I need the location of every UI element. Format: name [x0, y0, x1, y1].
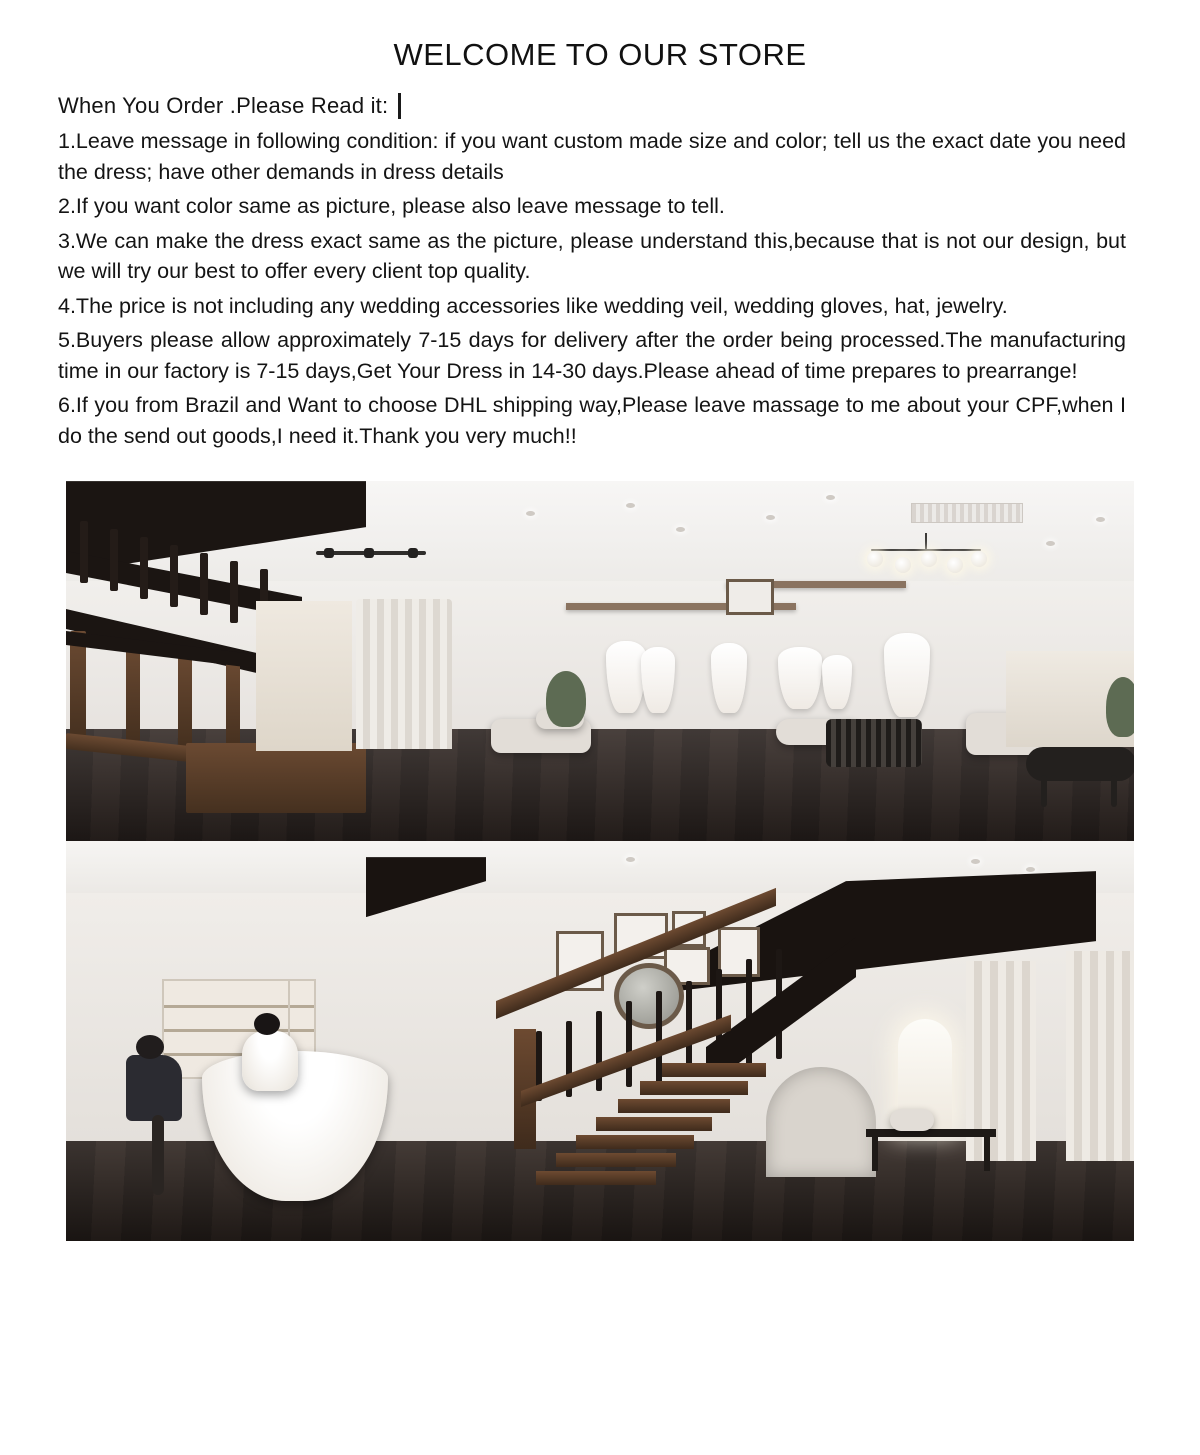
page-title: WELCOME TO OUR STORE: [393, 37, 807, 72]
potted-plant: [1106, 677, 1134, 737]
mannequin-head: [254, 1013, 280, 1035]
order-notice-block: [58, 90, 1126, 451]
attendant-person: [126, 1055, 182, 1121]
notice-item-6: 6.If you from Brazil and Want to choose DHL shipping way,Please leave massage to me about your CPF,when I do the send out goods,I need it.Thank you very much!!: [58, 393, 1126, 448]
ceiling-vent: [911, 503, 1023, 523]
store-photo-gallery: [0, 481, 1200, 1241]
stair-tread: [662, 1063, 766, 1077]
chandelier-icon: [861, 533, 991, 581]
console-table: [866, 1129, 996, 1137]
notice-item-1: 1.Leave message in following condition: if you want custom made size and color; tell us the exact date you need the dress; have other demands in dress details: [58, 128, 1126, 184]
store-staircase-photo: [66, 841, 1134, 1241]
chair-leg: [1111, 775, 1117, 807]
stair-tread: [556, 1153, 676, 1167]
arched-doorway: [766, 1067, 876, 1177]
notice-item-3: 3.We can make the dress exact same as the picture, please understand this,because that is not our design, but we will try our best to offer every client top quality.: [58, 228, 1126, 284]
window-curtain: [356, 599, 452, 749]
potted-plant: [546, 671, 586, 727]
stair-tread: [618, 1099, 730, 1113]
stair-tread: [596, 1117, 712, 1131]
notice-item-5: 5.Buyers please allow approximately 7-15 days for delivery after the order being processed.The manufacturing time in our factory is 7-15 days,Get Your Dress in 14-30 days.Please ahead of time prepares to prearrange!: [58, 328, 1126, 383]
attendant-head: [136, 1035, 164, 1059]
wall-picture-frame: [726, 579, 774, 615]
notice-item-4: 4.The price is not including any wedding accessories like wedding veil, wedding gloves, hat, jewelry.: [58, 293, 1008, 318]
text-caret-icon: [398, 93, 401, 119]
store-showroom-photo: [66, 481, 1134, 841]
bridal-gown-bodice: [242, 1031, 298, 1091]
wall-picture-frame: [718, 927, 760, 977]
stair-tread: [640, 1081, 748, 1095]
slat-bench: [826, 719, 922, 767]
order-notice-lead-text: When You Order .Please Read it:: [58, 93, 389, 119]
stair-tread: [536, 1171, 656, 1185]
chair-stand: [152, 1115, 164, 1195]
round-stool: [890, 1109, 934, 1131]
table-leg: [872, 1133, 878, 1171]
chair-leg: [1041, 775, 1047, 807]
wall-panel: [256, 601, 352, 751]
window-curtain: [1066, 951, 1134, 1161]
order-notice-lead: [58, 90, 1126, 122]
stair-tread: [576, 1135, 694, 1149]
table-leg: [984, 1133, 990, 1171]
notice-item-2: 2.If you want color same as picture, please also leave message to tell.: [58, 194, 725, 219]
wall-mirror: [614, 963, 684, 1029]
